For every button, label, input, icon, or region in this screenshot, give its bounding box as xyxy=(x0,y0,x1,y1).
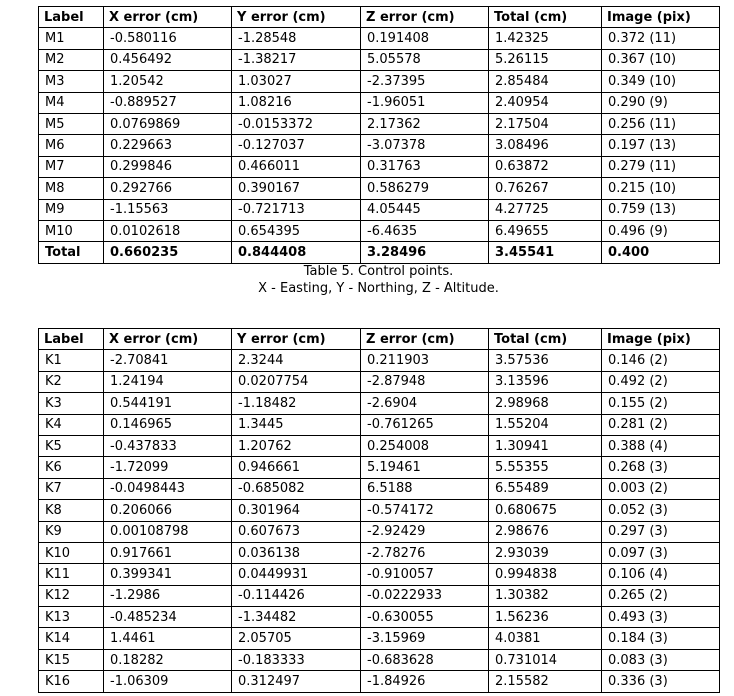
cell-total: 2.85484 xyxy=(489,71,602,92)
cell-total: 2.98676 xyxy=(489,521,602,542)
total-cell-label: Total xyxy=(39,242,104,263)
cell-z-error: -2.92429 xyxy=(361,521,489,542)
table-row xyxy=(39,28,720,49)
cell-image: 0.349 (10) xyxy=(602,71,720,92)
cell-total: 2.17504 xyxy=(489,113,602,134)
table-row xyxy=(39,671,720,692)
cell-label: K7 xyxy=(39,478,104,499)
cell-total: 1.30941 xyxy=(489,435,602,456)
cell-x-error: 1.4461 xyxy=(104,628,232,649)
cell-label: M2 xyxy=(39,49,104,70)
cell-image: 0.297 (3) xyxy=(602,521,720,542)
cell-z-error: 2.17362 xyxy=(361,113,489,134)
cell-image: 0.097 (3) xyxy=(602,542,720,563)
cell-total: 1.55204 xyxy=(489,414,602,435)
caption-title: Table 5. Control points. xyxy=(303,264,454,279)
cell-x-error: 0.456492 xyxy=(104,49,232,70)
cell-image: 0.106 (4) xyxy=(602,564,720,585)
cell-z-error: -2.78276 xyxy=(361,542,489,563)
cell-y-error: -0.721713 xyxy=(232,199,361,220)
cell-image: 0.336 (3) xyxy=(602,671,720,692)
cell-total: 6.49655 xyxy=(489,220,602,241)
cell-z-error: -0.630055 xyxy=(361,607,489,628)
cell-x-error: -1.2986 xyxy=(104,585,232,606)
cell-x-error: -0.0498443 xyxy=(104,478,232,499)
cell-z-error: -0.574172 xyxy=(361,500,489,521)
cell-total: 0.63872 xyxy=(489,156,602,177)
cell-y-error: -0.183333 xyxy=(232,649,361,670)
cell-total: 1.30382 xyxy=(489,585,602,606)
table-row xyxy=(39,542,720,563)
cell-z-error: -3.15969 xyxy=(361,628,489,649)
cell-label: K4 xyxy=(39,414,104,435)
col-z-error: Z error (cm) xyxy=(361,7,489,28)
col-z-error: Z error (cm) xyxy=(361,329,489,350)
cell-total: 6.55489 xyxy=(489,478,602,499)
table-row xyxy=(39,71,720,92)
cell-x-error: 1.20542 xyxy=(104,71,232,92)
cell-x-error: 0.229663 xyxy=(104,135,232,156)
cell-total: 1.56236 xyxy=(489,607,602,628)
cell-total: 5.55355 xyxy=(489,457,602,478)
table-row xyxy=(39,521,720,542)
cell-x-error: 0.0769869 xyxy=(104,113,232,134)
cell-x-error: -1.06309 xyxy=(104,671,232,692)
cell-z-error: -2.87948 xyxy=(361,371,489,392)
cell-x-error: -0.485234 xyxy=(104,607,232,628)
cell-y-error: 0.607673 xyxy=(232,521,361,542)
cell-image: 0.372 (11) xyxy=(602,28,720,49)
total-cell-y-error: 0.844408 xyxy=(232,242,361,263)
cell-z-error: -0.0222933 xyxy=(361,585,489,606)
cell-x-error: -0.889527 xyxy=(104,92,232,113)
col-x-error: X error (cm) xyxy=(104,329,232,350)
cell-label: K8 xyxy=(39,500,104,521)
cell-y-error: 2.3244 xyxy=(232,350,361,371)
cell-label: K11 xyxy=(39,564,104,585)
table-row xyxy=(39,220,720,241)
cell-label: K9 xyxy=(39,521,104,542)
cell-image: 0.492 (2) xyxy=(602,371,720,392)
cell-x-error: 0.0102618 xyxy=(104,220,232,241)
cell-z-error: 0.211903 xyxy=(361,350,489,371)
table-row xyxy=(39,435,720,456)
cell-image: 0.290 (9) xyxy=(602,92,720,113)
cell-label: K13 xyxy=(39,607,104,628)
table-row xyxy=(39,500,720,521)
cell-total: 2.40954 xyxy=(489,92,602,113)
cell-z-error: -2.37395 xyxy=(361,71,489,92)
cell-y-error: -0.0153372 xyxy=(232,113,361,134)
cell-image: 0.265 (2) xyxy=(602,585,720,606)
table-row xyxy=(39,178,720,199)
total-row xyxy=(39,242,720,263)
col-total: Total (cm) xyxy=(489,329,602,350)
total-cell-image: 0.400 xyxy=(602,242,720,263)
cell-z-error: -1.96051 xyxy=(361,92,489,113)
cell-total: 2.98968 xyxy=(489,393,602,414)
cell-z-error: 6.5188 xyxy=(361,478,489,499)
cell-y-error: 1.3445 xyxy=(232,414,361,435)
cell-total: 0.994838 xyxy=(489,564,602,585)
cell-label: M8 xyxy=(39,178,104,199)
cell-z-error: -2.6904 xyxy=(361,393,489,414)
cell-label: M7 xyxy=(39,156,104,177)
cell-image: 0.268 (3) xyxy=(602,457,720,478)
cell-y-error: 1.20762 xyxy=(232,435,361,456)
cell-z-error: -6.4635 xyxy=(361,220,489,241)
cell-total: 5.26115 xyxy=(489,49,602,70)
col-y-error: Y error (cm) xyxy=(232,7,361,28)
table-row xyxy=(39,478,720,499)
table-row xyxy=(39,564,720,585)
cell-z-error: 5.05578 xyxy=(361,49,489,70)
cell-y-error: 0.0449931 xyxy=(232,564,361,585)
cell-z-error: -3.07378 xyxy=(361,135,489,156)
table-row xyxy=(39,393,720,414)
cell-x-error: -0.437833 xyxy=(104,435,232,456)
cell-label: M6 xyxy=(39,135,104,156)
control-points-body xyxy=(39,28,720,263)
cell-total: 0.76267 xyxy=(489,178,602,199)
cell-total: 3.13596 xyxy=(489,371,602,392)
cell-z-error: 0.191408 xyxy=(361,28,489,49)
cell-image: 0.155 (2) xyxy=(602,393,720,414)
cell-y-error: 0.654395 xyxy=(232,220,361,241)
cell-total: 0.731014 xyxy=(489,649,602,670)
cell-label: K12 xyxy=(39,585,104,606)
table-row xyxy=(39,49,720,70)
col-y-error: Y error (cm) xyxy=(232,329,361,350)
check-points-header xyxy=(39,329,720,350)
total-cell-total: 3.45541 xyxy=(489,242,602,263)
cell-y-error: 2.05705 xyxy=(232,628,361,649)
cell-x-error: 0.00108798 xyxy=(104,521,232,542)
cell-image: 0.279 (11) xyxy=(602,156,720,177)
cell-z-error: 5.19461 xyxy=(361,457,489,478)
cell-y-error: 0.390167 xyxy=(232,178,361,199)
table-row xyxy=(39,607,720,628)
cell-image: 0.496 (9) xyxy=(602,220,720,241)
cell-z-error: 0.586279 xyxy=(361,178,489,199)
col-total: Total (cm) xyxy=(489,7,602,28)
cell-image: 0.083 (3) xyxy=(602,649,720,670)
cell-image: 0.003 (2) xyxy=(602,478,720,499)
total-cell-z-error: 3.28496 xyxy=(361,242,489,263)
cell-y-error: 1.08216 xyxy=(232,92,361,113)
control-points-header xyxy=(39,7,720,28)
cell-image: 0.367 (10) xyxy=(602,49,720,70)
cell-x-error: -1.15563 xyxy=(104,199,232,220)
table-row xyxy=(39,457,720,478)
cell-total: 4.0381 xyxy=(489,628,602,649)
cell-y-error: 0.036138 xyxy=(232,542,361,563)
table-row xyxy=(39,199,720,220)
cell-z-error: 0.31763 xyxy=(361,156,489,177)
cell-label: K5 xyxy=(39,435,104,456)
cell-image: 0.052 (3) xyxy=(602,500,720,521)
cell-image: 0.281 (2) xyxy=(602,414,720,435)
cell-y-error: -0.685082 xyxy=(232,478,361,499)
cell-x-error: -0.580116 xyxy=(104,28,232,49)
control-points-table xyxy=(38,6,720,264)
cell-x-error: 0.292766 xyxy=(104,178,232,199)
table-row xyxy=(39,113,720,134)
cell-total: 4.27725 xyxy=(489,199,602,220)
cell-x-error: 1.24194 xyxy=(104,371,232,392)
cell-y-error: 0.312497 xyxy=(232,671,361,692)
table-row xyxy=(39,628,720,649)
col-image: Image (pix) xyxy=(602,7,720,28)
cell-image: 0.215 (10) xyxy=(602,178,720,199)
cell-label: K1 xyxy=(39,350,104,371)
table-row xyxy=(39,92,720,113)
cell-x-error: -2.70841 xyxy=(104,350,232,371)
cell-total: 2.15582 xyxy=(489,671,602,692)
total-cell-x-error: 0.660235 xyxy=(104,242,232,263)
table-row xyxy=(39,585,720,606)
cell-total: 0.680675 xyxy=(489,500,602,521)
cell-y-error: -1.18482 xyxy=(232,393,361,414)
cell-total: 2.93039 xyxy=(489,542,602,563)
cell-z-error: 0.254008 xyxy=(361,435,489,456)
cell-label: M4 xyxy=(39,92,104,113)
cell-label: K15 xyxy=(39,649,104,670)
cell-image: 0.493 (3) xyxy=(602,607,720,628)
col-label: Label xyxy=(39,7,104,28)
cell-label: K14 xyxy=(39,628,104,649)
cell-y-error: -1.38217 xyxy=(232,49,361,70)
table-caption xyxy=(38,263,719,297)
cell-label: M3 xyxy=(39,71,104,92)
cell-image: 0.256 (11) xyxy=(602,113,720,134)
cell-image: 0.184 (3) xyxy=(602,628,720,649)
col-x-error: X error (cm) xyxy=(104,7,232,28)
caption-legend: X - Easting, Y - Northing, Z - Altitude. xyxy=(258,281,499,296)
cell-label: K6 xyxy=(39,457,104,478)
cell-label: M9 xyxy=(39,199,104,220)
cell-x-error: 0.18282 xyxy=(104,649,232,670)
cell-label: K16 xyxy=(39,671,104,692)
cell-y-error: -0.114426 xyxy=(232,585,361,606)
cell-x-error: 0.146965 xyxy=(104,414,232,435)
cell-z-error: -0.761265 xyxy=(361,414,489,435)
cell-total: 3.08496 xyxy=(489,135,602,156)
cell-y-error: -0.127037 xyxy=(232,135,361,156)
cell-y-error: -1.34482 xyxy=(232,607,361,628)
cell-y-error: 0.946661 xyxy=(232,457,361,478)
cell-x-error: 0.206066 xyxy=(104,500,232,521)
cell-z-error: -1.84926 xyxy=(361,671,489,692)
cell-y-error: 0.466011 xyxy=(232,156,361,177)
cell-x-error: 0.544191 xyxy=(104,393,232,414)
cell-x-error: 0.299846 xyxy=(104,156,232,177)
cell-label: M5 xyxy=(39,113,104,134)
cell-label: M10 xyxy=(39,220,104,241)
table-row xyxy=(39,371,720,392)
cell-x-error: 0.917661 xyxy=(104,542,232,563)
table-row xyxy=(39,156,720,177)
cell-y-error: 1.03027 xyxy=(232,71,361,92)
cell-z-error: 4.05445 xyxy=(361,199,489,220)
cell-label: K3 xyxy=(39,393,104,414)
table-row xyxy=(39,414,720,435)
cell-y-error: -1.28548 xyxy=(232,28,361,49)
cell-label: K2 xyxy=(39,371,104,392)
cell-image: 0.388 (4) xyxy=(602,435,720,456)
cell-y-error: 0.0207754 xyxy=(232,371,361,392)
cell-label: K10 xyxy=(39,542,104,563)
header-row xyxy=(39,329,720,350)
cell-label: M1 xyxy=(39,28,104,49)
cell-z-error: -0.910057 xyxy=(361,564,489,585)
cell-x-error: 0.399341 xyxy=(104,564,232,585)
cell-y-error: 0.301964 xyxy=(232,500,361,521)
header-row xyxy=(39,7,720,28)
cell-image: 0.759 (13) xyxy=(602,199,720,220)
table-row xyxy=(39,649,720,670)
table-row xyxy=(39,350,720,371)
cell-z-error: -0.683628 xyxy=(361,649,489,670)
col-image: Image (pix) xyxy=(602,329,720,350)
cell-image: 0.197 (13) xyxy=(602,135,720,156)
cell-image: 0.146 (2) xyxy=(602,350,720,371)
check-points-table xyxy=(38,328,720,693)
table-row xyxy=(39,135,720,156)
check-points-body xyxy=(39,350,720,692)
cell-total: 1.42325 xyxy=(489,28,602,49)
cell-x-error: -1.72099 xyxy=(104,457,232,478)
col-label: Label xyxy=(39,329,104,350)
cell-total: 3.57536 xyxy=(489,350,602,371)
